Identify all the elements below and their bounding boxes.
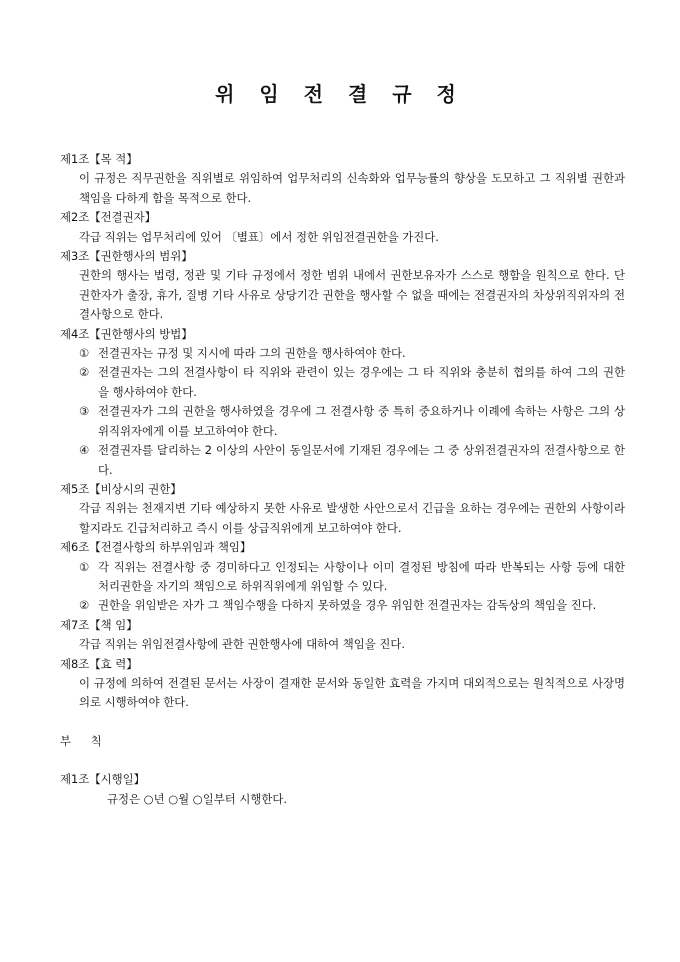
item-text: 전결권자는 규정 및 지시에 따라 그의 권한을 행사하여야 한다. bbox=[98, 346, 406, 361]
article-3-heading: 제3조【권한행사의 범위】 bbox=[60, 249, 193, 264]
article-4-heading: 제4조【권한행사의 방법】 bbox=[60, 326, 193, 341]
document-title: 위 임 전 결 규 정 bbox=[215, 82, 465, 106]
spacer bbox=[60, 751, 625, 770]
appendix-title: 부 칙 bbox=[60, 733, 110, 748]
item-number: ③ bbox=[79, 404, 90, 419]
item-number: ④ bbox=[79, 443, 90, 458]
item-number: ② bbox=[79, 598, 90, 613]
article-6-heading: 제6조【전결사항의 하부위임과 책임】 bbox=[60, 540, 252, 555]
item-text: 전결권자는 그의 전결사항이 타 직위와 관련이 있는 경우에는 그 타 직위와 충분히 협의를 하여 그의 권한을 행사하여야 한다. bbox=[98, 365, 625, 399]
item-text: 전결권자를 달리하는 2 이상의 사안이 동일문서에 기재된 경우에는 그 중 상위전결권자의 전결사항으로 한다. bbox=[98, 443, 625, 477]
article-4-item-1 bbox=[79, 344, 625, 363]
appendix-article-1-body: 규정은 ○년 ○월 ○일부터 시행한다. bbox=[107, 791, 287, 806]
article-1-body: 이 규정은 직무권한을 직위별로 위임하여 업무처리의 신속화와 업무능률의 향상을 도모하고 그 직위별 권한과 책임을 다하게 함을 목적으로 한다. bbox=[79, 171, 625, 205]
article-4-item-2 bbox=[79, 363, 625, 402]
item-text: 전결권자가 그의 권한을 행사하였을 경우에 그 전결사항 중 특히 중요하거나 이례에 속하는 사항은 그의 상위직위자에게 이를 보고하여야 한다. bbox=[98, 404, 625, 438]
item-number: ② bbox=[79, 365, 90, 380]
article-2-heading: 제2조【전결권자】 bbox=[60, 210, 157, 225]
article-6-item-1 bbox=[79, 558, 625, 597]
document-body bbox=[60, 150, 625, 809]
article-7-body: 각급 직위는 위임전결사항에 관한 권한행사에 대하여 책임을 진다. bbox=[79, 637, 406, 652]
article-6-item-2 bbox=[79, 596, 625, 615]
item-number: ① bbox=[79, 559, 90, 574]
article-5-heading: 제5조【비상시의 권한】 bbox=[60, 481, 182, 496]
article-3-body: 권한의 행사는 법령, 정관 및 기타 규정에서 정한 범위 내에서 권한보유자가 스스로 행함을 원칙으로 한다. 단 권한자가 출장, 휴가, 질병 기타 사유로 상당기간 권한을 행사할 수 없을 때에는 전결권자의 차상위직위자의 전결사항으로 한다. bbox=[79, 268, 625, 322]
article-8-heading: 제8조【효 력】 bbox=[60, 656, 138, 671]
article-7-heading: 제7조【책 임】 bbox=[60, 617, 138, 632]
item-number: ① bbox=[79, 346, 90, 361]
item-text: 각 직위는 전결사항 중 경미하다고 인정되는 사항이나 이미 결정된 방침에 따라 반복되는 사항 등에 대한 처리권한을 자기의 책임으로 하위직위에게 위임할 수 있다. bbox=[98, 559, 625, 593]
item-text: 권한을 위임받은 자가 그 책임수행을 다하지 못하였을 경우 위임한 전결권자는 감독상의 책임을 진다. bbox=[98, 598, 597, 613]
article-1-heading: 제1조【목 적】 bbox=[60, 152, 138, 166]
appendix-article-1-heading: 제1조【시행일】 bbox=[60, 772, 146, 787]
article-5-body: 각급 직위는 천재지변 기타 예상하지 못한 사유로 발생한 사안으로서 긴급을 요하는 경우에는 권한외 사항이라 할지라도 긴급처리하고 즉시 이를 상급직위에게 보고하여야 한다. bbox=[79, 501, 625, 535]
article-2-body: 각급 직위는 업무처리에 있어 〔별표〕에서 정한 위임전결권한을 가진다. bbox=[79, 229, 439, 244]
article-4-item-4 bbox=[79, 441, 625, 480]
article-8-body: 이 규정에 의하여 전결된 문서는 사장이 결재한 문서와 동일한 효력을 가지며 대외적으로는 원칙적으로 사장명의로 시행하여야 한다. bbox=[79, 675, 625, 710]
article-4-item-3 bbox=[79, 402, 625, 441]
